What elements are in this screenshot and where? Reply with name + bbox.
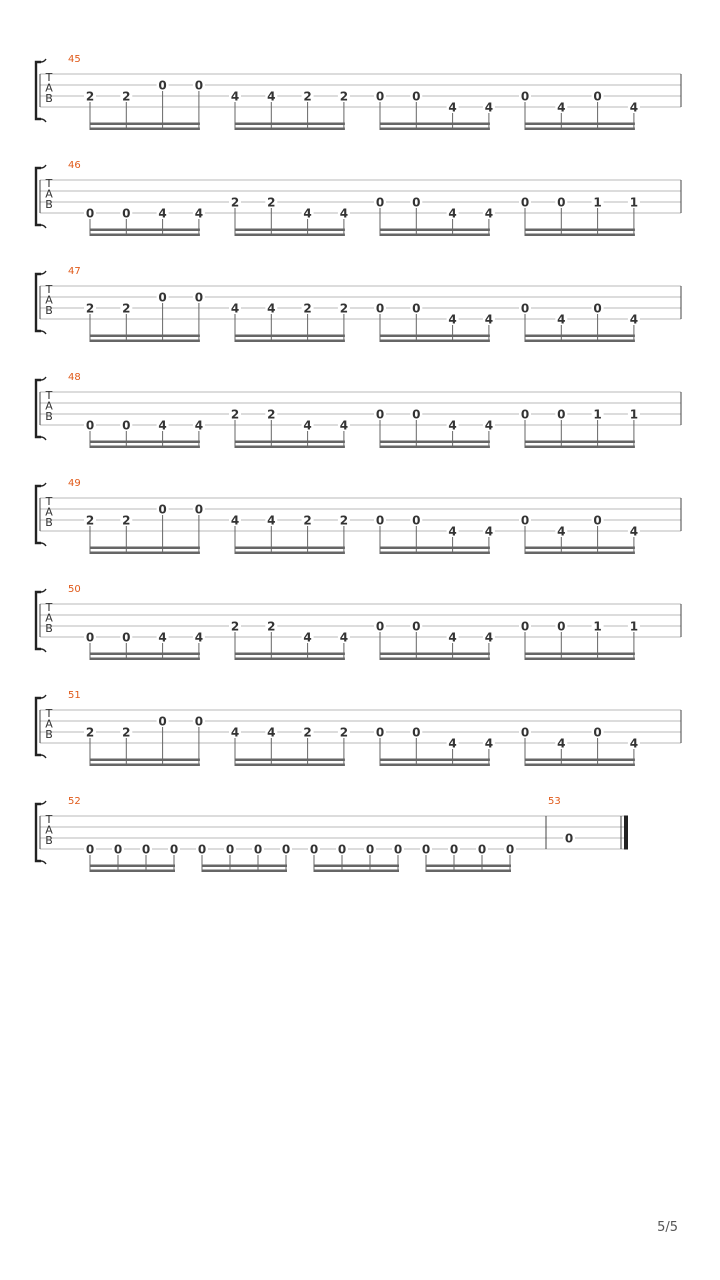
fret-number: 4 [339, 630, 349, 645]
fret-number: 0 [85, 842, 95, 857]
beam [380, 229, 490, 232]
beam [90, 865, 175, 868]
fret-number: 2 [267, 619, 276, 634]
fret-number: 0 [505, 842, 515, 857]
tab-system [36, 584, 681, 660]
beam [90, 446, 200, 449]
system-bracket-hook-bottom [41, 649, 46, 652]
fret-number: 1 [629, 195, 639, 210]
fret-number: 0 [122, 206, 131, 221]
tab-system [36, 266, 681, 342]
fret-number: 1 [629, 407, 639, 422]
tab-system [36, 54, 681, 130]
system-bracket-hook-top [41, 377, 46, 380]
fret-number: 0 [520, 195, 530, 210]
beam [90, 552, 200, 555]
fret-number: 0 [520, 513, 530, 528]
system-bracket-hook-top [41, 589, 46, 592]
fret-number: 4 [230, 89, 240, 104]
beam [90, 340, 200, 343]
tab-clef-letter: T [45, 283, 53, 296]
beam [90, 658, 200, 661]
fret-number: 4 [339, 206, 349, 221]
fret-number: 0 [557, 407, 566, 422]
fret-number: 4 [484, 630, 494, 645]
fret-number: 4 [230, 725, 240, 740]
measure-number: 52 [68, 796, 81, 807]
beam [235, 340, 345, 343]
fret-number: 0 [141, 842, 151, 857]
system-bracket-hook-bottom [41, 437, 46, 440]
fret-number: 0 [169, 842, 179, 857]
beam [90, 229, 200, 232]
fret-number: 2 [267, 195, 276, 210]
fret-number: 0 [158, 78, 167, 93]
beam [235, 441, 345, 444]
fret-number: 0 [375, 195, 385, 210]
fret-number: 4 [557, 100, 566, 115]
fret-number: 2 [303, 513, 312, 528]
fret-number: 4 [557, 736, 566, 751]
fret-number: 0 [197, 842, 207, 857]
fret-number: 0 [421, 842, 431, 857]
fret-number: 2 [85, 301, 95, 316]
beam [235, 552, 345, 555]
fret-number: 0 [412, 195, 421, 210]
fret-number: 0 [412, 407, 421, 422]
fret-number: 0 [520, 619, 530, 634]
measure-number: 51 [68, 690, 81, 701]
fret-number: 2 [339, 725, 349, 740]
fret-number: 0 [375, 725, 385, 740]
fret-number: 0 [449, 842, 459, 857]
fret-number: 1 [593, 195, 602, 210]
system-bracket-hook-bottom [41, 119, 46, 122]
page-number: 5/5 [657, 1220, 678, 1235]
system-bracket-hook-top [41, 483, 46, 486]
tab-clef-letter: T [45, 495, 53, 508]
tab-clef-letter: B [45, 728, 53, 741]
fret-number: 4 [194, 630, 204, 645]
fret-number: 0 [253, 842, 263, 857]
beam [380, 335, 490, 338]
fret-number: 0 [477, 842, 487, 857]
fret-number: 4 [484, 312, 494, 327]
system-bracket-hook-top [41, 695, 46, 698]
fret-number: 0 [337, 842, 347, 857]
beam [380, 653, 490, 656]
beam [525, 547, 635, 550]
fret-number: 1 [593, 407, 602, 422]
beam [380, 128, 490, 131]
fret-number: 1 [629, 619, 639, 634]
measure-number: 47 [68, 266, 81, 277]
beam [90, 653, 200, 656]
fret-number: 0 [113, 842, 123, 857]
beam [90, 123, 200, 126]
beam [90, 234, 200, 237]
fret-number: 0 [194, 502, 204, 517]
tab-clef-letter: T [45, 813, 53, 826]
fret-number: 4 [629, 312, 639, 327]
beam [525, 128, 635, 131]
fret-number: 2 [339, 89, 349, 104]
fret-number: 0 [412, 301, 421, 316]
fret-number: 2 [267, 407, 276, 422]
system-bracket-hook-top [41, 801, 46, 804]
fret-number: 0 [593, 89, 602, 104]
beam [380, 552, 490, 555]
measure-number: 49 [68, 478, 81, 489]
tab-system [36, 796, 628, 872]
beam [90, 128, 200, 131]
fret-number: 0 [557, 619, 566, 634]
fret-number: 0 [194, 714, 204, 729]
fret-number: 0 [375, 619, 385, 634]
tab-system [36, 478, 681, 554]
fret-number: 0 [309, 842, 319, 857]
beam [90, 335, 200, 338]
beam [235, 229, 345, 232]
fret-number: 0 [412, 513, 421, 528]
tab-clef-letter: A [45, 505, 53, 519]
fret-number: 4 [303, 418, 312, 433]
fret-number: 4 [303, 206, 312, 221]
tab-clef-letter: A [45, 187, 53, 201]
beam [380, 441, 490, 444]
beam [525, 446, 635, 449]
fret-number: 0 [564, 831, 574, 846]
beam [525, 653, 635, 656]
fret-number: 4 [484, 206, 494, 221]
fret-number: 4 [158, 206, 167, 221]
fret-number: 4 [448, 736, 457, 751]
beam [525, 234, 635, 237]
beam [235, 547, 345, 550]
beam [380, 764, 490, 767]
fret-number: 4 [484, 418, 494, 433]
fret-number: 0 [412, 89, 421, 104]
fret-number: 0 [85, 630, 95, 645]
system-bracket-hook-top [41, 59, 46, 62]
beam [202, 865, 287, 868]
fret-number: 4 [557, 524, 566, 539]
fret-number: 0 [85, 206, 95, 221]
fret-number: 1 [593, 619, 602, 634]
fret-number: 0 [365, 842, 375, 857]
tab-clef-letter: B [45, 410, 53, 423]
beam [314, 870, 399, 873]
fret-number: 0 [158, 502, 167, 517]
beam [380, 446, 490, 449]
beam [525, 764, 635, 767]
beam [525, 340, 635, 343]
fret-number: 2 [303, 301, 312, 316]
fret-number: 2 [339, 513, 349, 528]
tab-system [36, 160, 681, 236]
fret-number: 2 [303, 89, 312, 104]
system-bracket-hook-top [41, 271, 46, 274]
fret-number: 4 [448, 312, 457, 327]
fret-number: 4 [629, 736, 639, 751]
fret-number: 0 [520, 407, 530, 422]
beam [235, 123, 345, 126]
beam [235, 764, 345, 767]
beam [380, 340, 490, 343]
beam [235, 446, 345, 449]
beam [525, 123, 635, 126]
fret-number: 4 [557, 312, 566, 327]
beam [90, 547, 200, 550]
fret-number: 0 [375, 89, 385, 104]
fret-number: 4 [448, 418, 457, 433]
beam [380, 658, 490, 661]
beam [426, 870, 511, 873]
beam [235, 128, 345, 131]
fret-number: 2 [230, 619, 240, 634]
tab-clef-letter: T [45, 601, 53, 614]
fret-number: 2 [122, 301, 131, 316]
beam [235, 653, 345, 656]
fret-number: 4 [339, 418, 349, 433]
fret-number: 4 [267, 725, 276, 740]
tab-clef-letter: A [45, 823, 53, 837]
tab-clef-letter: B [45, 516, 53, 529]
fret-number: 4 [629, 100, 639, 115]
beam [380, 547, 490, 550]
system-bracket-hook-bottom [41, 755, 46, 758]
fret-number: 0 [375, 301, 385, 316]
fret-number: 4 [230, 513, 240, 528]
fret-number: 0 [122, 630, 131, 645]
fret-number: 0 [85, 418, 95, 433]
fret-number: 4 [448, 524, 457, 539]
beam [90, 870, 175, 873]
fret-number: 2 [230, 407, 240, 422]
fret-number: 0 [122, 418, 131, 433]
beam [235, 234, 345, 237]
fret-number: 2 [303, 725, 312, 740]
beam [426, 865, 511, 868]
fret-number: 2 [122, 89, 131, 104]
fret-number: 0 [593, 301, 602, 316]
fret-number: 2 [339, 301, 349, 316]
measure-number: 50 [68, 584, 81, 595]
beam [235, 335, 345, 338]
tab-clef-letter: A [45, 293, 53, 307]
fret-number: 2 [122, 513, 131, 528]
beam [525, 441, 635, 444]
fret-number: 4 [448, 100, 457, 115]
system-bracket-hook-bottom [41, 331, 46, 334]
beam [380, 123, 490, 126]
fret-number: 2 [85, 513, 95, 528]
measure-number: 45 [68, 54, 81, 65]
beam [235, 658, 345, 661]
beam [525, 759, 635, 762]
fret-number: 4 [267, 513, 276, 528]
system-bracket-hook-bottom [41, 543, 46, 546]
beam [90, 759, 200, 762]
fret-number: 0 [593, 513, 602, 528]
tab-clef-letter: B [45, 622, 53, 635]
fret-number: 2 [85, 725, 95, 740]
system-bracket-hook-bottom [41, 225, 46, 228]
fret-number: 4 [303, 630, 312, 645]
fret-number: 4 [484, 736, 494, 751]
fret-number: 0 [225, 842, 235, 857]
beam [525, 552, 635, 555]
fret-number: 0 [158, 290, 167, 305]
fret-number: 0 [557, 195, 566, 210]
fret-number: 4 [194, 206, 204, 221]
measure-number: 46 [68, 160, 81, 171]
fret-number: 4 [230, 301, 240, 316]
final-barline-thick [624, 816, 628, 850]
beam [525, 335, 635, 338]
beam [202, 870, 287, 873]
fret-number: 2 [230, 195, 240, 210]
tab-system [36, 372, 681, 448]
tab-system [36, 690, 681, 766]
measure-number: 53 [548, 796, 561, 807]
fret-number: 4 [267, 89, 276, 104]
tab-clef-letter: T [45, 707, 53, 720]
fret-number: 4 [448, 630, 457, 645]
tab-clef-letter: A [45, 611, 53, 625]
beam [380, 234, 490, 237]
fret-number: 0 [593, 725, 602, 740]
system-bracket-hook-top [41, 165, 46, 168]
fret-number: 4 [629, 524, 639, 539]
beam [235, 759, 345, 762]
tab-clef-letter: T [45, 389, 53, 402]
fret-number: 2 [122, 725, 131, 740]
tab-clef-letter: T [45, 177, 53, 190]
fret-number: 0 [158, 714, 167, 729]
fret-number: 0 [520, 301, 530, 316]
measure-number: 48 [68, 372, 81, 383]
fret-number: 4 [484, 100, 494, 115]
beam [380, 759, 490, 762]
fret-number: 4 [448, 206, 457, 221]
fret-number: 0 [281, 842, 291, 857]
beam [525, 229, 635, 232]
beam [90, 441, 200, 444]
fret-number: 0 [375, 407, 385, 422]
tab-clef-letter: A [45, 717, 53, 731]
fret-number: 4 [158, 418, 167, 433]
system-bracket-hook-bottom [41, 861, 46, 864]
fret-number: 0 [412, 619, 421, 634]
fret-number: 4 [267, 301, 276, 316]
fret-number: 2 [85, 89, 95, 104]
fret-number: 0 [393, 842, 403, 857]
tab-clef-letter: A [45, 81, 53, 95]
beam [90, 764, 200, 767]
tab-clef-letter: B [45, 304, 53, 317]
fret-number: 0 [375, 513, 385, 528]
fret-number: 0 [194, 78, 204, 93]
fret-number: 0 [520, 725, 530, 740]
tab-clef-letter: B [45, 92, 53, 105]
tab-clef-letter: A [45, 399, 53, 413]
tab-clef-letter: T [45, 71, 53, 84]
fret-number: 4 [194, 418, 204, 433]
fret-number: 4 [158, 630, 167, 645]
fret-number: 0 [194, 290, 204, 305]
tab-clef-letter: B [45, 834, 53, 847]
fret-number: 4 [484, 524, 494, 539]
fret-number: 0 [520, 89, 530, 104]
fret-number: 0 [412, 725, 421, 740]
tab-clef-letter: B [45, 198, 53, 211]
beam [314, 865, 399, 868]
beam [525, 658, 635, 661]
